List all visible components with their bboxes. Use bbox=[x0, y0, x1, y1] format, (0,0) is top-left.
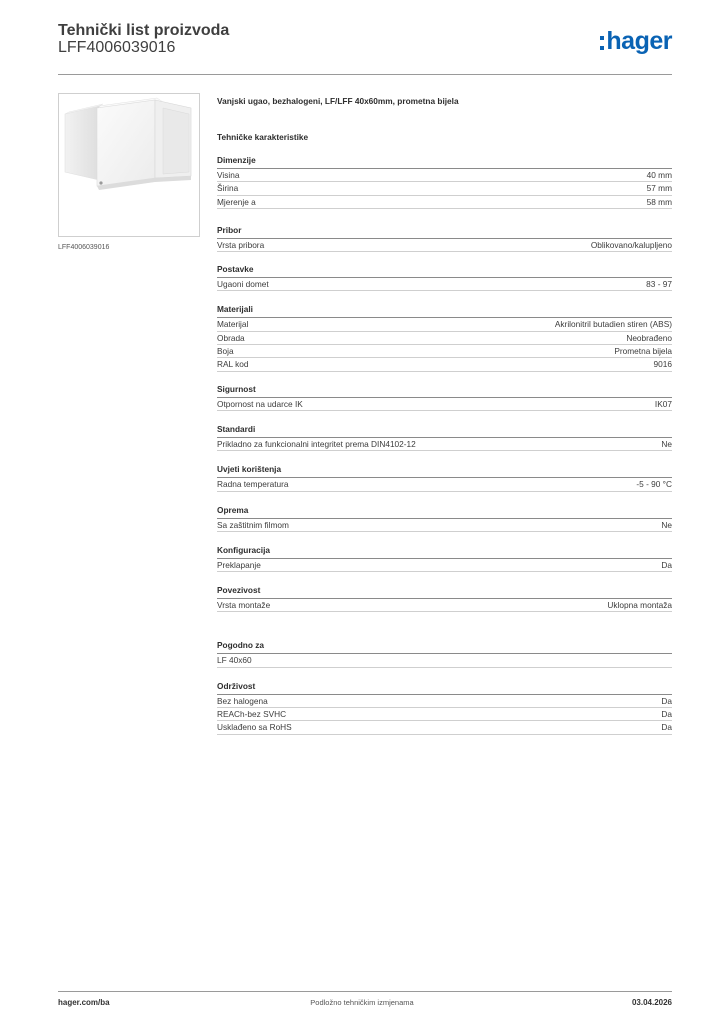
spec-group-title: Održivost bbox=[217, 681, 672, 695]
spec-label: Bez halogena bbox=[217, 695, 268, 706]
spec-value: Ne bbox=[661, 438, 672, 449]
spec-label: Preklapanje bbox=[217, 559, 261, 570]
spec-group-title: Dimenzije bbox=[217, 155, 672, 169]
spec-label: Visina bbox=[217, 170, 240, 180]
spec-row bbox=[217, 654, 672, 667]
spec-label: Prikladno za funkcionalni integritet prema DIN4102-12 bbox=[217, 438, 416, 449]
spec-group bbox=[217, 505, 672, 532]
spec-label: Sa zaštitnim filmom bbox=[217, 519, 289, 530]
spec-row bbox=[217, 478, 672, 491]
spec-row bbox=[217, 358, 672, 371]
footer-website: hager.com/ba bbox=[58, 998, 110, 1007]
spec-group-title: Oprema bbox=[217, 505, 672, 519]
spec-value: Akrilonitril butadien stiren (ABS) bbox=[554, 319, 672, 330]
spec-value: 83 - 97 bbox=[646, 279, 672, 290]
spec-group bbox=[217, 384, 672, 411]
spec-row bbox=[217, 345, 672, 358]
spec-label: Radna temperatura bbox=[217, 479, 289, 490]
spec-label: Obrada bbox=[217, 332, 245, 343]
spec-group bbox=[217, 545, 672, 572]
spec-group bbox=[217, 585, 672, 612]
spec-row bbox=[217, 169, 672, 182]
spec-label: LF 40x60 bbox=[217, 655, 252, 666]
spec-value: Neobrađeno bbox=[626, 332, 672, 343]
spec-value: IK07 bbox=[654, 398, 672, 409]
spec-label: Usklađeno sa RoHS bbox=[217, 722, 292, 733]
spec-group bbox=[217, 424, 672, 451]
spec-row bbox=[217, 398, 672, 411]
spec-row bbox=[217, 332, 672, 345]
spec-value: 9016 bbox=[653, 359, 672, 370]
section-heading: Tehničke karakteristike bbox=[217, 132, 309, 142]
spec-row bbox=[217, 182, 672, 195]
spec-row bbox=[217, 559, 672, 572]
spec-content bbox=[217, 95, 672, 735]
spec-group bbox=[217, 264, 672, 291]
spec-value: Da bbox=[661, 709, 672, 720]
spec-row bbox=[217, 695, 672, 708]
spec-row bbox=[217, 519, 672, 532]
image-caption: LFF4006039016 bbox=[58, 244, 110, 251]
spec-group bbox=[217, 640, 672, 667]
spec-groups bbox=[217, 155, 672, 735]
spec-group-title: Standardi bbox=[217, 424, 672, 438]
spec-row bbox=[217, 708, 672, 721]
spec-row bbox=[217, 239, 672, 252]
spec-label: Ugaoni domet bbox=[217, 279, 269, 290]
spec-group-title: Sigurnost bbox=[217, 384, 672, 398]
spec-group-title: Uvjeti korištenja bbox=[217, 464, 672, 478]
spec-group-title: Povezivost bbox=[217, 585, 672, 599]
spec-label: Materijal bbox=[217, 319, 249, 330]
spec-group bbox=[217, 225, 672, 252]
spec-value: 58 mm bbox=[646, 196, 672, 207]
product-image bbox=[58, 93, 200, 237]
spec-value: Ne bbox=[661, 519, 672, 530]
spec-group-title: Materijali bbox=[217, 304, 672, 318]
spec-group-title: Konfiguracija bbox=[217, 545, 672, 559]
spec-group bbox=[217, 155, 672, 209]
spec-group bbox=[217, 304, 672, 371]
page-header bbox=[58, 22, 672, 72]
spec-label: Vrsta montaže bbox=[217, 600, 271, 611]
spec-label: RAL kod bbox=[217, 359, 249, 370]
footer-divider bbox=[58, 991, 672, 992]
spec-value: Da bbox=[661, 695, 672, 706]
hager-logo bbox=[600, 28, 672, 54]
spec-group-title: Pribor bbox=[217, 225, 672, 239]
footer-date: 03.04.2026 bbox=[631, 998, 672, 1007]
spec-group-title: Postavke bbox=[217, 264, 672, 278]
spec-label: Širina bbox=[217, 183, 239, 194]
logo-text: hager bbox=[606, 27, 672, 55]
spec-value: -5 - 90 °C bbox=[636, 479, 672, 490]
spec-row bbox=[217, 318, 672, 331]
spec-row bbox=[217, 278, 672, 291]
spec-label: REACh-bez SVHC bbox=[217, 709, 287, 720]
spec-value: 40 mm bbox=[646, 170, 672, 180]
spec-value: 57 mm bbox=[646, 183, 672, 194]
spec-row bbox=[217, 599, 672, 612]
spec-value: Uklopna montaža bbox=[607, 600, 672, 611]
spec-label: Vrsta pribora bbox=[217, 239, 265, 250]
spec-label: Boja bbox=[217, 346, 234, 357]
spec-row bbox=[217, 438, 672, 451]
spec-value: Oblikovano/kalupljeno bbox=[590, 239, 672, 250]
document-title: Tehnički list proizvoda bbox=[58, 22, 230, 39]
spec-label: Otpornost na udarce IK bbox=[217, 398, 303, 409]
spec-group-title: Pogodno za bbox=[217, 640, 672, 654]
spec-label: Mjerenje a bbox=[217, 196, 256, 207]
product-code: LFF4006039016 bbox=[58, 39, 176, 56]
spec-group bbox=[217, 464, 672, 491]
product-description: Vanjski ugao, bezhalogeni, LF/LFF 40x60mm, prometna bijela bbox=[217, 96, 459, 106]
spec-group bbox=[217, 681, 672, 735]
logo-mark-icon bbox=[600, 36, 604, 50]
spec-row bbox=[217, 721, 672, 734]
spec-value: Da bbox=[661, 559, 672, 570]
spec-value: Da bbox=[661, 722, 672, 733]
spec-row bbox=[217, 196, 672, 209]
footer-notice: Podložno tehničkim izmjenama bbox=[310, 998, 414, 1007]
header-divider bbox=[58, 74, 672, 75]
spec-value: Prometna bijela bbox=[614, 346, 672, 357]
